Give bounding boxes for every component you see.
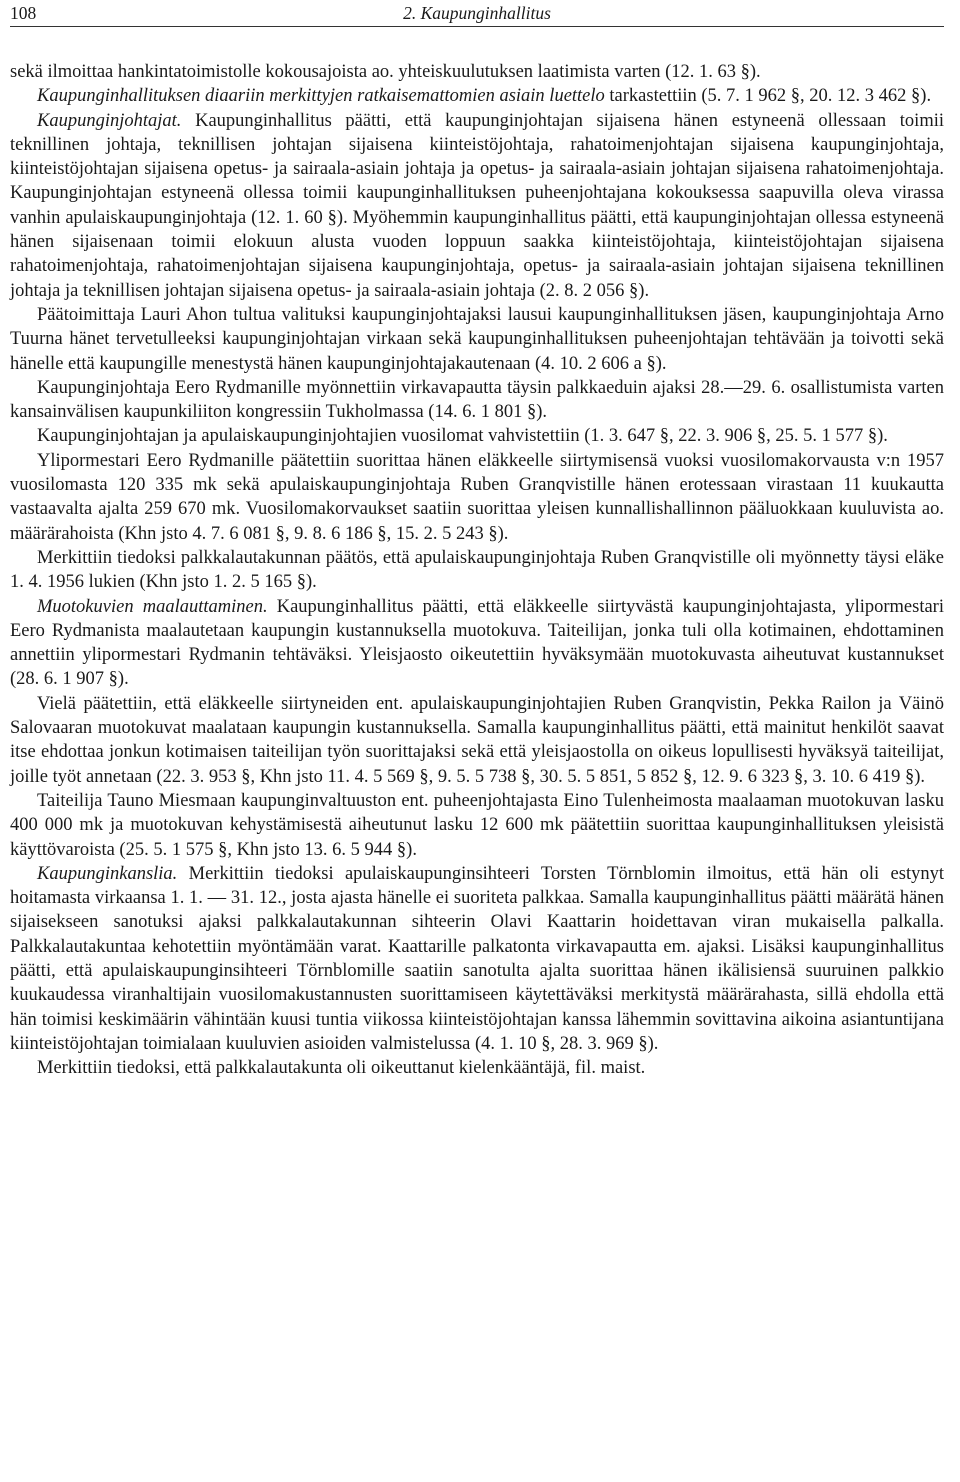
paragraph — [10, 692, 944, 789]
paragraph — [10, 60, 944, 84]
paragraph-text: Merkittiin tiedoksi apulaiskaupunginsihteeri Torsten Törnblomin ilmoitus, että hän oli estynyt hoitamasta virkaansa 1. 1. — 31. 12., josta ajasta hänelle ei suoriteta palkkaa. Samalla kaupunginhallitus päätti määrätä hänen sijaisekseen sanotuksi ajaksi palkkalautakunnan sihteerin Olavi Kaattarin hoidettavan viran mukaisella palkalla. Palkkalautakuntaa kehotettiin myöntämään varat. Kaattarille palkatonta virkavapautta em. ajaksi. Lisäksi kaupunginhallitus päätti, että apulaiskaupunginsihteeri Törnblomille saatiin sanotulta ajalta suorittaa hänen ikälisiensä suuruinen palkkio kuukaudessa viranhaltijain vuosilomakustannusten suorittamiseen käytettäväksi merkitystä määrärahasta, sillä ehdolla että hän toimisi keskimäärin vähintään kuusi tuntia viikossa kiinteistöjohtajan kanssa lähemmin sovittavina aikoina asiantuntijana kiinteistöjohtajan toimialaan kuuluvien asioiden valmistelussa (4. 1. 10 §, 28. 3. 969 §). — [10, 863, 944, 1054]
page-number: 108 — [10, 3, 37, 23]
paragraph — [10, 376, 944, 425]
paragraph — [10, 109, 944, 303]
paragraph — [10, 449, 944, 546]
paragraph — [10, 303, 944, 376]
section-heading: Kaupunginkanslia. — [37, 863, 178, 884]
paragraph-text: Kaupunginjohtaja Eero Rydmanille myönnettiin virkavapautta täysin palkkaeduin ajaksi 28.—29. 6. osallistumista varten kansainvälisen kaupunkiliiton kongressiin Tukholmassa (14. 6. 1 801 §). — [10, 377, 944, 423]
paragraph — [10, 546, 944, 595]
paragraph-text: Päätoimittaja Lauri Ahon tultua valituksi kaupunginjohtajaksi lausui kaupunginhallituksen jäsen, kaupunginjohtaja Arno Tuurna hänet tervetulleeksi kaupunginjohtajan virkaan sekä kaupunginhallituksen puheenjohtajan tehtävään ja toivotti sekä hänelle että kaupungille menestystä hänen kaupunginjohtajakautenaan (4. 10. 2 606 a §). — [10, 304, 944, 374]
paragraph-text: Ylipormestari Eero Rydmanille päätettiin suorittaa hänen eläkkeelle siirtymisensä vuoksi vuosilomakorvausta v:n 1957 vuosilomasta 120 335 mk sekä apulaiskaupunginjohtaja Ruben Granqvistille hänen erotessaan virastaan 11 kuukautta vastaavalta ajalta 259 670 mk. Vuosilomakorvaukset saatiin suorittaa yleisen kunnallishallinnon pääluokkaan kuuluvista ao. määrärahoista (Khn jsto 4. 7. 6 081 §, 9. 8. 6 186 §, 15. 2. 5 243 §). — [10, 450, 944, 544]
paragraph-text: Vielä päätettiin, että eläkkeelle siirtyneiden ent. apulaiskaupunginjohtajien Ruben Granqvistin, Pekka Railon ja Väinö Salovaaran muotokuvat maalataan kaupungin kustannuksella. Samalla kaupunginhallitus päätti, että mainitut henkilöt saavat itse ehdottaa jonkun kotimaisen taiteilijan työn suorittajaksi sekä että yleisjaostolla on oikeus lopullisesti hyväksyä taiteilijat, joille työt annetaan (22. 3. 953 §, Khn jsto 11. 4. 5 569 §, 9. 5. 5 738 §, 30. 5. 5 851, 5 852 §, 12. 9. 6 323 §, 3. 10. 6 419 §). — [10, 693, 944, 787]
paragraph — [10, 862, 944, 1056]
running-title: 2. Kaupunginhallitus — [403, 3, 551, 23]
page-header — [10, 0, 944, 27]
section-heading: Muotokuvien maalauttaminen. — [37, 596, 268, 617]
paragraph — [10, 84, 944, 108]
paragraph-text: sekä ilmoittaa hankintatoimistolle kokousajoista ao. yhteiskuulutuksen laatimista varten (12. 1. 63 §). — [10, 62, 761, 82]
paragraph-text: Taiteilija Tauno Miesmaan kaupunginvaltuuston ent. puheenjohtajasta Eino Tulenheimosta maalaaman muotokuvan lasku 400 000 mk ja muotokuvan kehystämisestä aiheutunut lasku 12 600 mk päätettiin suorittaa kaupunginhallituksen yleisistä käyttövaroista (25. 5. 1 575 §, Khn jsto 13. 6. 5 944 §). — [10, 790, 944, 860]
paragraph — [10, 424, 944, 448]
section-heading: Kaupunginhallituksen diaariin merkittyjen ratkaisemattomien asiain luettelo — [37, 86, 605, 107]
paragraph-text: Kaupunginjohtajan ja apulaiskaupunginjohtajien vuosilomat vahvistettiin (1. 3. 647 §, 22. 3. 906 §, 25. 5. 1 577 §). — [37, 426, 888, 447]
paragraph-text: Kaupunginhallitus päätti, että eläkkeelle siirtyvästä kaupunginjohtajasta, ylipormestari Eero Rydmanista maalautetaan kaupungin kustannuksella muotokuva. Taiteilijan, jonka tuli olla kotimainen, ehdottaminen annettiin ylipormestari Rydmanin tehtäväksi. Yleisjaosto oikeutettiin hyväksymään muotokuvasta aiheutuvat kustannukset (28. 6. 1 907 §). — [10, 596, 944, 690]
paragraph-text: Merkittiin tiedoksi palkkalautakunnan päätös, että apulaiskaupunginjohtaja Ruben Granqvistille oli myönnetty täysi eläke 1. 4. 1956 lukien (Khn jsto 1. 2. 5 165 §). — [10, 547, 944, 593]
paragraph-text: Merkittiin tiedoksi, että palkkalautakunta oli oikeuttanut kielenkääntäjä, fil. maist. — [37, 1058, 646, 1079]
body-text — [10, 60, 944, 1080]
paragraph-text: Kaupunginhallitus päätti, että kaupunginjohtajan sijaisena hänen estyneenä ollessaan toimii teknillinen johtaja, teknillisen johtajan sijaisena kiinteistöjohtaja, rahatoimenjohtajan sijaisena kaupunginjohtaja, kiinteistöjohtajan sijaisena opetus- ja sairaala-asiain johtaja ja opetus- ja sairaala-asiain johtajan sijaisena rahatoimenjohtaja. Kaupunginjohtajan estyneenä ollessa toimii kaupunginhallituksen puheenjohtajana kokouksessa saapuvilla oleva virassa vanhin apulaiskaupunginjohtaja (12. 1. 60 §). Myöhemmin kaupunginhallitus päätti, että kaupunginjohtajan ollessa estyneenä hänen sijaisenaan toimii elokuun alusta vuoden loppuun saakka kiinteistöjohtaja, kiinteistöjohtajan sijaisena rahatoimenjohtaja, rahatoimenjohtajan sijaisena kaupunginjohtaja, opetus- ja sairaala-asiain johtajan sijaisena teknillinen johtaja ja teknillisen johtajan sijaisena opetus- ja sairaala-asiain johtaja (2. 8. 2 056 §). — [10, 110, 944, 301]
section-heading: Kaupunginjohtajat. — [37, 110, 182, 131]
paragraph-text: tarkastettiin (5. 7. 1 962 §, 20. 12. 3 462 §). — [604, 86, 932, 107]
paragraph — [10, 1056, 944, 1080]
paragraph — [10, 595, 944, 692]
paragraph — [10, 789, 944, 862]
